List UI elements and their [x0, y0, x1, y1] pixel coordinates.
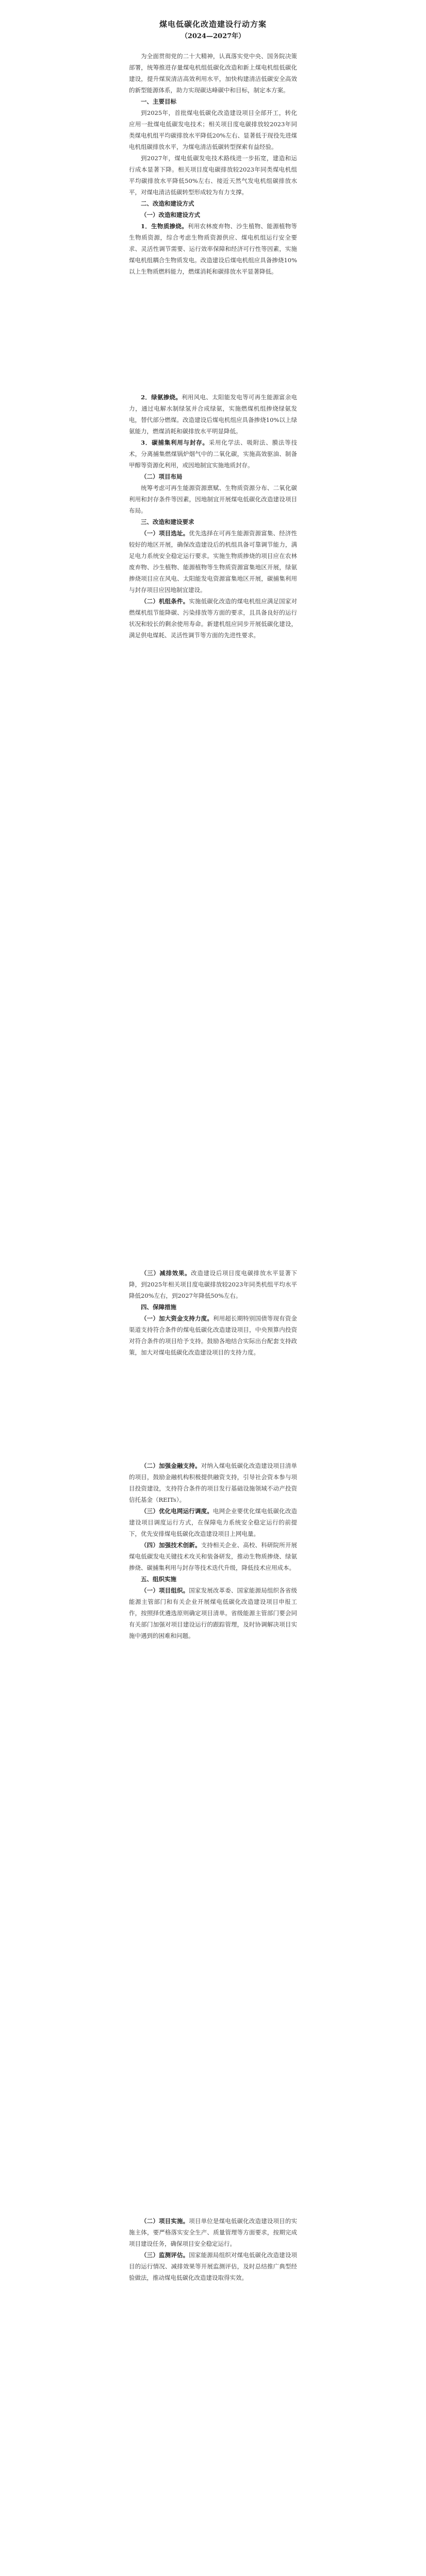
method-ccus-paragraph	[129, 437, 297, 471]
guar-funding-text: 利用超长期特别国债等现有资金渠道支持符合条件的煤电低碳化改造建设项目，中央预算内投资对符合条件的项目给予支持。鼓励各地结合实际出台配套支持政策，加大对煤电低碳化改造建设项目的支持力度。	[129, 1315, 298, 1356]
org-implementation-paragraph	[129, 2215, 297, 2249]
method-green-ammonia-text: 利用风电、太阳能发电等可再生能源富余电力，通过电解水制绿氢并合成绿氨，实施燃煤机组掺烧绿氨发电，替代部分燃煤。改造建设后煤电机组应具备掺烧10%以上绿氨能力，燃煤消耗和碳排放水平明显降低。	[129, 394, 297, 435]
section-main-goals-heading: 一、主要目标	[141, 98, 176, 105]
org-project-text: 国家发展改革委、国家能源局组织各省级能源主管部门和有关企业开展煤电低碳化改造建设项目申报工作，按照择优遴选原则确定项目清单。省级能源主管部门要会同有关部门加强对项目建设运行的跟踪管理，及时协调解决项目实施中遇到的困难和问题。	[129, 1587, 297, 1639]
page-blank-area	[129, 277, 297, 392]
section-guarantees-heading: 四、保障措施	[141, 1303, 176, 1311]
guar-dispatch-text: 电网企业要优化煤电低碳化改造建设项目调度运行方式，在保障电力系统安全稳定运行的前提下，优先安排煤电低碳化改造建设项目上网电量。	[129, 1507, 298, 1537]
method-green-ammonia-paragraph	[129, 392, 297, 437]
method-green-ammonia-label: 2．绿氨掺烧。	[141, 394, 182, 401]
method-ccus-text: 采用化学法、吸附法、膜法等技术，分离捕集燃煤锅炉烟气中的二氧化碳，实施高效驱油、制备甲醇等资源化利用，或因地制宜实施地质封存。	[129, 439, 297, 469]
guar-finance-text: 对纳入煤电低碳化改造建设项目清单的项目，鼓励金融机构积极提供融资支持，引导社会资本参与项目投资建设，支持符合条件的项目发行基础设施领域不动产投资信托基金（REITs）。	[129, 1462, 298, 1503]
subsection-layout-heading: （二）项目布局	[141, 473, 183, 480]
org-project-paragraph	[129, 1585, 297, 1641]
page-blank-area-2	[129, 1358, 297, 1460]
document-title: 煤电低碳化改造建设行动方案	[159, 20, 267, 29]
document-page-two	[0, 1265, 426, 2213]
org-project-label: （一）项目组织。	[141, 1587, 189, 1594]
guar-innovation-label: （四）加强技术创新。	[141, 1541, 201, 1549]
org-evaluation-text: 国家能源局组织对煤电低碳化改造建设项目的运行情况、减排效果等开展监测评估，及时总结推广典型经验做法，推动煤电低碳化改造建设取得实效。	[129, 2251, 297, 2281]
goal-2025-paragraph: 到2025年，首批煤电低碳化改造建设项目全部开工，转化应用一批煤电低碳发电技术；相关项目度电碳排放较2023年同类煤电机组平均碳排放水平降低20%左右、显著低于现役先进煤电机组碳排放水平，为煤电清洁低碳转型探索有益经验。	[129, 109, 297, 150]
intro-paragraph: 为全面贯彻党的二十大精神，认真落实党中央、国务院决策部署，统筹推进存量煤电机组低碳化改造和新上煤电机组低碳化建设，提升煤炭清洁高效利用水平，加快构建清洁低碳安全高效的新型能源体系，助力实现碳达峰碳中和目标，制定本方案。	[129, 53, 297, 94]
section-methods-heading: 二、改造和建设方式	[141, 200, 194, 207]
req-emission-paragraph	[129, 1267, 297, 1301]
req-unit-paragraph	[129, 596, 297, 641]
req-site-label: （一）项目选址。	[141, 530, 189, 537]
req-emission-text: 改造建设后项目度电碳排放水平显著下降，到2025年相关项目度电碳排放较2023年同类机组平均水平降低20%左右，到2027年降低50%左右。	[129, 1269, 298, 1299]
section-requirements-heading: 三、改造和建设要求	[141, 518, 194, 526]
subsection-methods-heading: （一）改造和建设方式	[141, 211, 200, 218]
req-emission-label: （三）减排效果。	[141, 1269, 191, 1277]
guar-funding-label: （一）加大资金支持力度。	[141, 1315, 213, 1322]
layout-paragraph: 统筹考虑可再生能源资源禀赋、生物质资源分布、二氧化碳利用和封存条件等因素，因地制宜开展煤电低碳化改造建设项目布局。	[129, 484, 297, 514]
req-site-paragraph	[129, 528, 297, 596]
document-page-three	[0, 2213, 426, 2576]
guar-dispatch-paragraph	[129, 1505, 297, 1539]
guar-innovation-paragraph	[129, 1539, 297, 1573]
org-implementation-text: 项目单位是煤电低碳化改造建设项目的实施主体，要严格落实安全生产、质量管理等方面要求，按期完成项目建设任务，确保项目安全稳定运行。	[129, 2217, 297, 2247]
org-evaluation-label: （三）监测评估。	[141, 2251, 189, 2259]
guar-funding-paragraph	[129, 1313, 297, 1358]
method-biomass-text: 利用农林废弃物、沙生植物、能源植物等生物质资源，综合考虑生物质资源供应、煤电机组运行安全要求、灵活性调节需要、运行效率保障和经济可行性等因素，实施煤电机组耦合生物质发电。改造建设后煤电机组应具备掺烧10%以上生物质燃料能力，燃煤消耗和碳排放水平显著降低。	[129, 223, 297, 275]
guar-finance-paragraph	[129, 1460, 297, 1505]
goal-2027-paragraph: 到2027年，煤电低碳发电技术路线进一步拓宽，建造和运行成本显著下降。相关项目度电碳排放较2023年同类煤电机组平均碳排放水平降低50%左右、接近天然气发电机组碳排放水平，对煤电清洁低碳转型形成较为有力支撑。	[129, 155, 297, 196]
method-biomass-paragraph	[129, 221, 297, 277]
guar-dispatch-label: （三）优化电网运行调度。	[141, 1507, 213, 1515]
section-organization-heading: 五、组织实施	[141, 1575, 176, 1583]
document-page-one	[0, 0, 426, 1265]
method-biomass-label: 1．生物质掺烧。	[141, 223, 188, 230]
document-subtitle: （2024—2027年）	[181, 32, 245, 40]
guar-finance-label: （二）加强金融支持。	[141, 1462, 201, 1469]
req-site-text: 优先选择在可再生能源资源富集、经济性较好的地区开展，确保改造建设后的机组具备可靠调节能力，满足电力系统安全稳定运行要求。实施生物质掺烧的项目应在农林废弃物、沙生植物、能源植物等生物质资源富集地区开展，绿氨掺烧项目应在风电、太阳能发电资源富集地区开展，碳捕集利用与封存项目应因地制宜建设。	[129, 530, 297, 594]
org-evaluation-paragraph	[129, 2249, 297, 2283]
org-implementation-label: （二）项目实施。	[141, 2217, 189, 2225]
req-unit-text: 实施低碳化改造的煤电机组应满足国家对燃煤机组节能降碳、污染排放等方面的要求，且具备良好的运行状况和较长的剩余使用寿命。新建机组应同步开展低碳化建设，满足供电煤耗、灵活性调节等方面的先进性要求。	[129, 598, 297, 639]
guar-innovation-text: 支持相关企业、高校、科研院所开展煤电低碳发电关键技术攻关和装备研发，推动生物质掺烧、绿氨掺烧、碳捕集利用与封存等技术迭代升级，降低技术应用成本。	[129, 1541, 298, 1571]
req-unit-label: （二）机组条件。	[141, 598, 189, 605]
method-ccus-label: 3．碳捕集利用与封存。	[141, 439, 209, 446]
